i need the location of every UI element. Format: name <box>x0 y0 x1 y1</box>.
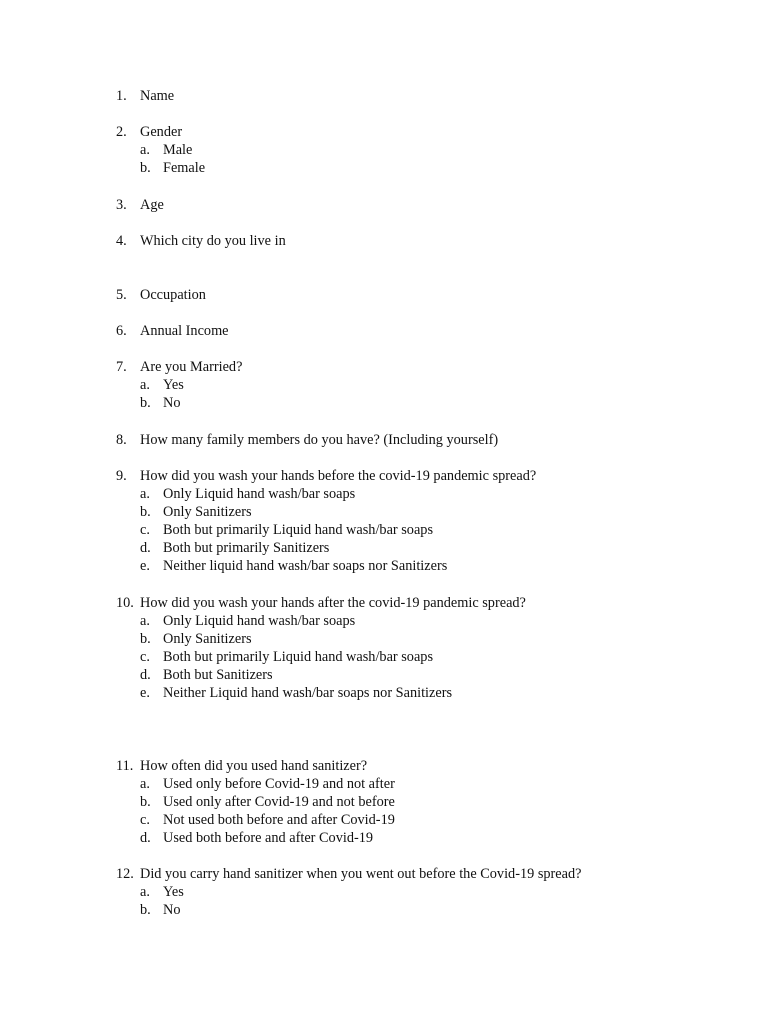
question-number: 1. <box>116 88 127 104</box>
option-letter: a. <box>140 884 150 900</box>
option-letter: e. <box>140 558 150 574</box>
option-text: No <box>163 902 181 918</box>
question-text: Annual Income <box>140 323 229 339</box>
option-letter: b. <box>140 395 151 411</box>
option-text: Used only before Covid-19 and not after <box>163 776 395 792</box>
option-letter: a. <box>140 486 150 502</box>
question-number: 5. <box>116 287 127 303</box>
option-text: Female <box>163 160 206 176</box>
question-text: Occupation <box>140 287 206 303</box>
question-text: Which city do you live in <box>140 233 286 249</box>
option-letter: b. <box>140 504 151 520</box>
question-number: 7. <box>116 359 127 375</box>
option-text: Both but Sanitizers <box>163 667 273 683</box>
question-text: How did you wash your hands after the covid-19 pandemic spread? <box>140 595 526 611</box>
option-text: Male <box>163 142 193 158</box>
question-number: 11. <box>116 758 134 774</box>
question-number: 4. <box>116 233 127 249</box>
option-letter: e. <box>140 685 150 701</box>
question-text: Age <box>140 197 164 213</box>
option-letter: b. <box>140 902 151 918</box>
option-letter: c. <box>140 649 150 665</box>
question-number: 3. <box>116 197 127 213</box>
question-text: Name <box>140 88 175 104</box>
option-text: Both but primarily Sanitizers <box>163 540 330 556</box>
question-number: 8. <box>116 432 127 448</box>
question-number: 6. <box>116 323 127 339</box>
question-text: How did you wash your hands before the covid-19 pandemic spread? <box>140 468 537 484</box>
option-letter: b. <box>140 794 151 810</box>
option-text: Neither liquid hand wash/bar soaps nor Sanitizers <box>163 558 448 574</box>
option-letter: c. <box>140 522 150 538</box>
option-letter: a. <box>140 377 150 393</box>
option-text: Only Sanitizers <box>163 504 252 520</box>
option-text: Not used both before and after Covid-19 <box>163 812 395 828</box>
option-letter: b. <box>140 160 151 176</box>
option-letter: a. <box>140 613 150 629</box>
option-text: Only Liquid hand wash/bar soaps <box>163 486 356 502</box>
question-number: 12. <box>116 866 134 882</box>
question-text: Gender <box>140 124 183 140</box>
question-text: Are you Married? <box>140 359 243 375</box>
option-text: Only Sanitizers <box>163 631 252 647</box>
question-text: How often did you used hand sanitizer? <box>140 758 368 774</box>
option-text: Both but primarily Liquid hand wash/bar soaps <box>163 522 434 538</box>
option-letter: c. <box>140 812 150 828</box>
question-text: How many family members do you have? (Including yourself) <box>140 432 499 448</box>
question-number: 10. <box>116 595 134 611</box>
option-text: Only Liquid hand wash/bar soaps <box>163 613 356 629</box>
option-text: Both but primarily Liquid hand wash/bar soaps <box>163 649 434 665</box>
option-letter: b. <box>140 631 151 647</box>
option-text: No <box>163 395 181 411</box>
option-letter: a. <box>140 776 150 792</box>
option-letter: a. <box>140 142 150 158</box>
option-text: Used only after Covid-19 and not before <box>163 794 395 810</box>
question-number: 9. <box>116 468 127 484</box>
option-text: Yes <box>163 884 184 900</box>
option-letter: d. <box>140 667 151 683</box>
option-text: Used both before and after Covid-19 <box>163 830 374 846</box>
question-text: Did you carry hand sanitizer when you went out before the Covid-19 spread? <box>140 866 582 882</box>
option-text: Yes <box>163 377 184 393</box>
question-number: 2. <box>116 124 127 140</box>
option-letter: d. <box>140 540 151 556</box>
option-text: Neither Liquid hand wash/bar soaps nor Sanitizers <box>163 685 453 701</box>
option-letter: d. <box>140 830 151 846</box>
